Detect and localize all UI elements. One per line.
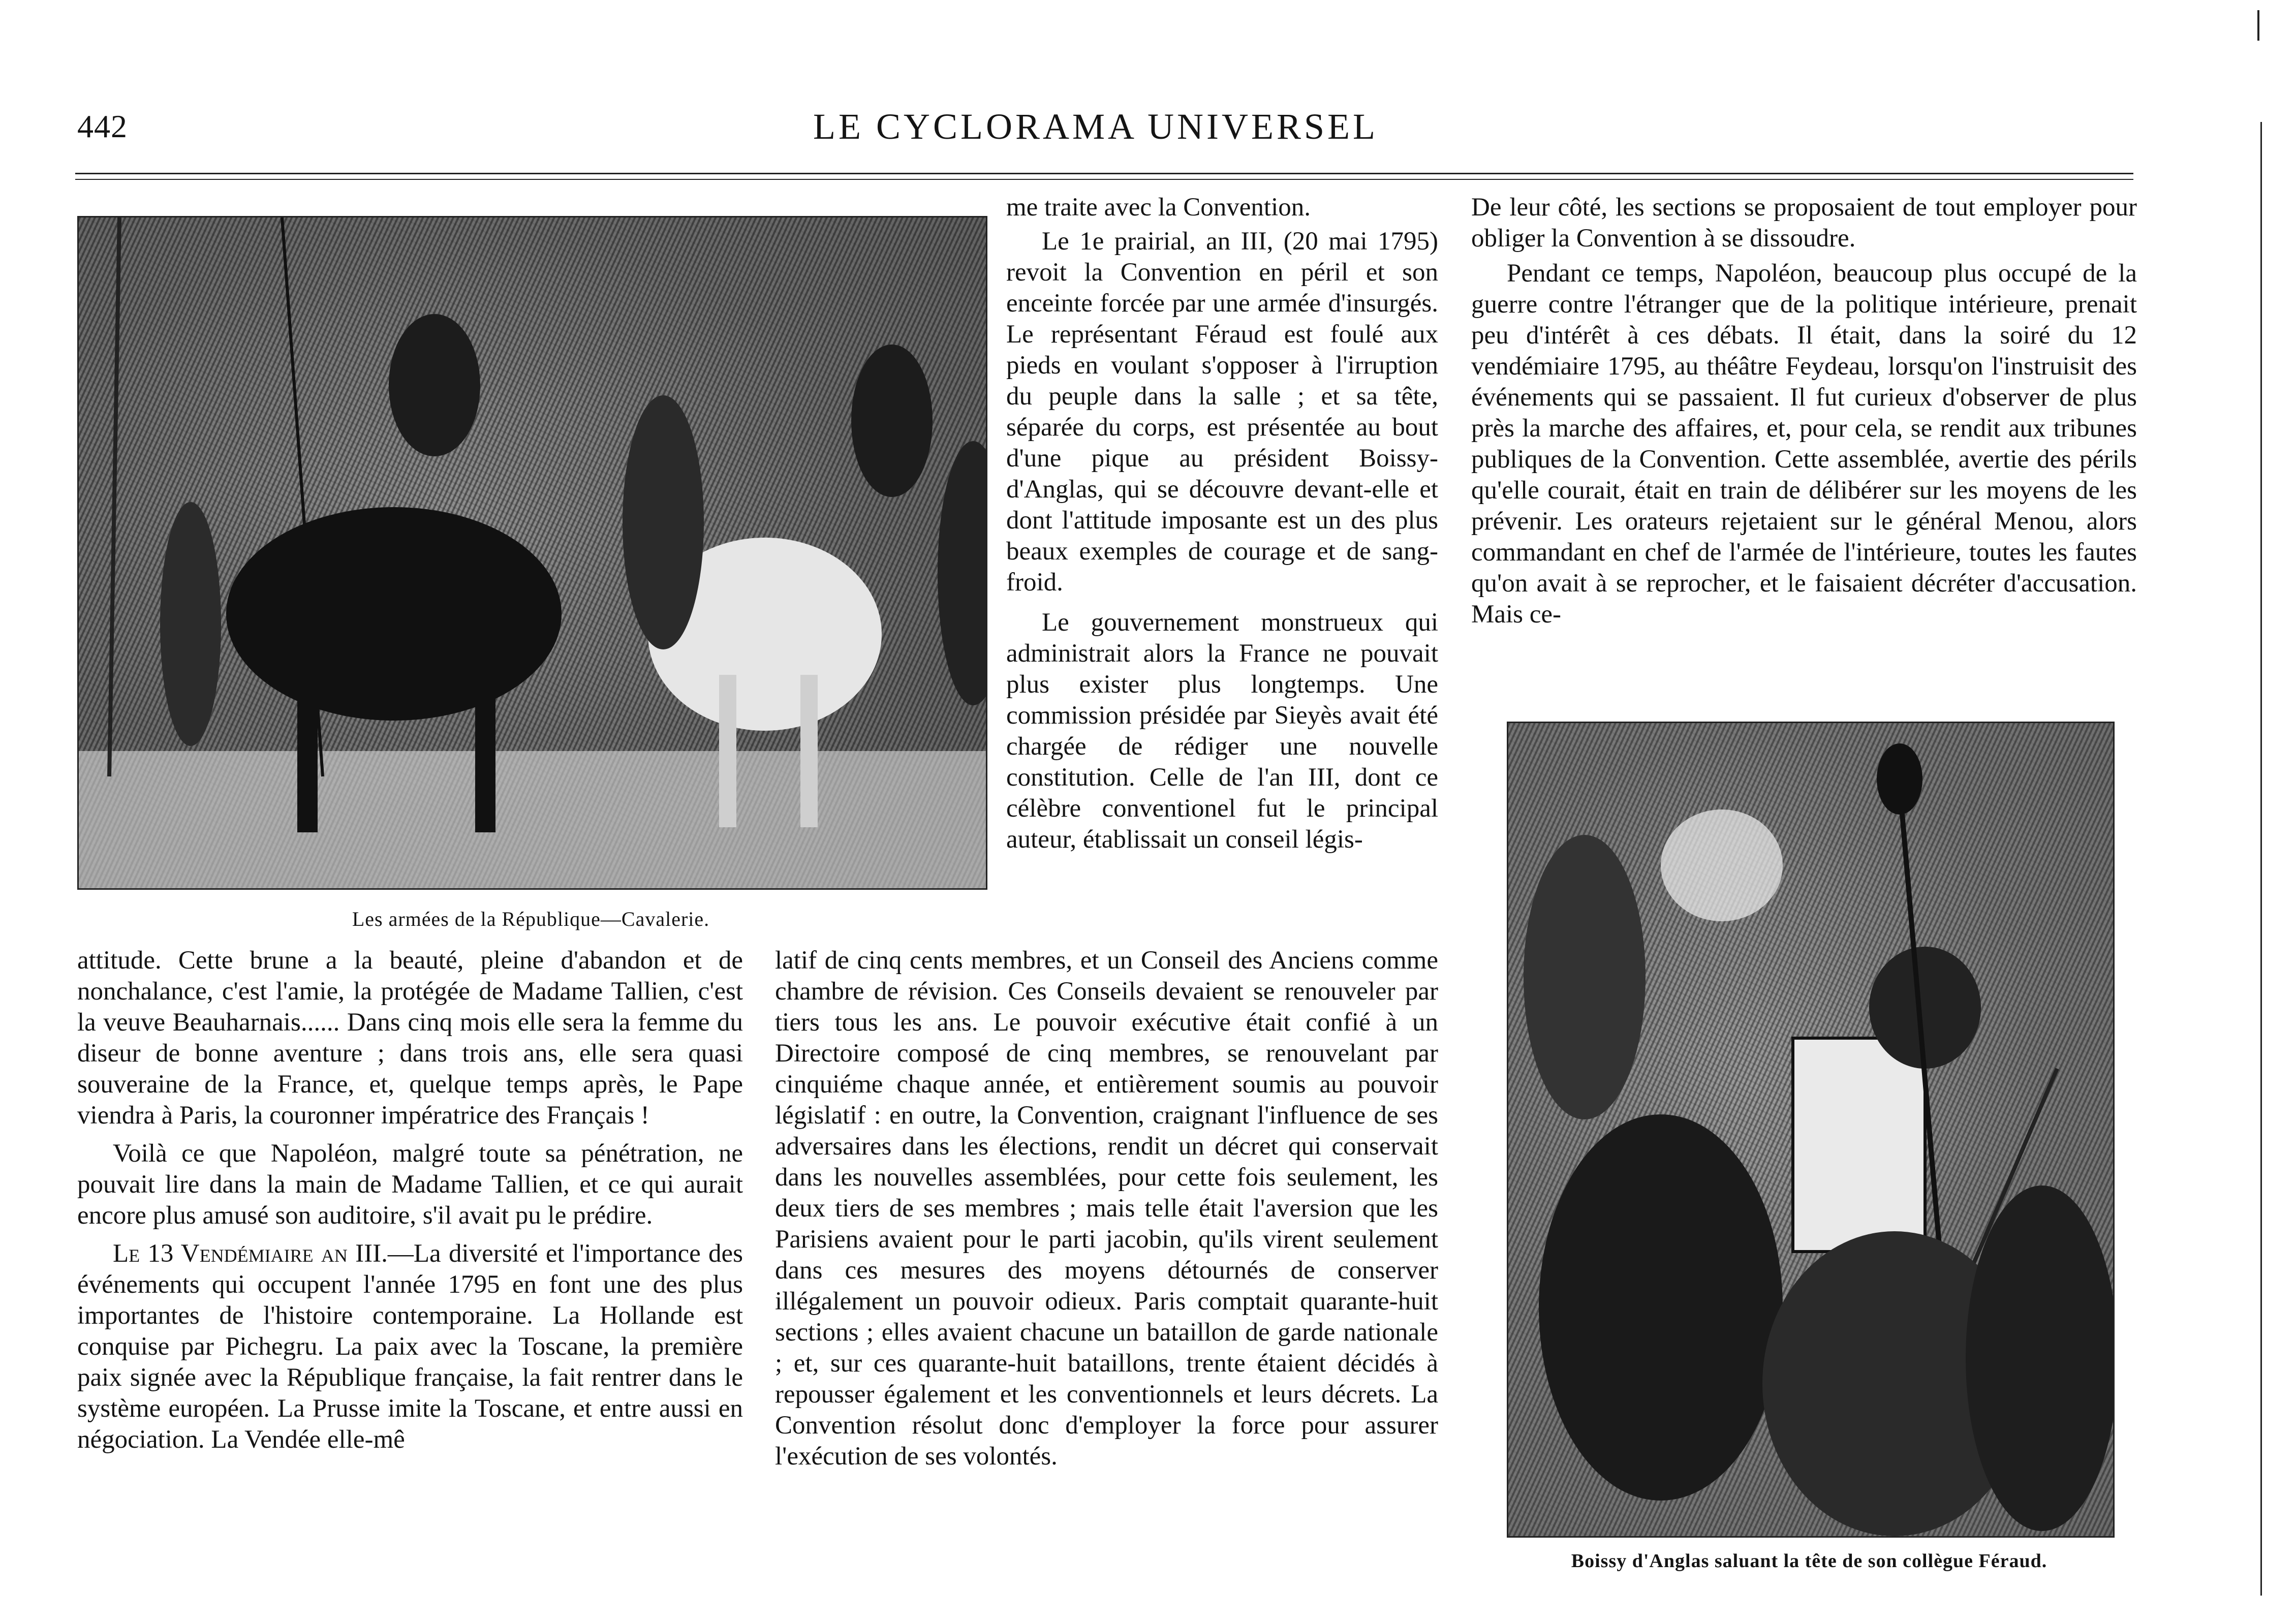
cavalry-caption: Les armées de la République—Cavalerie. bbox=[352, 908, 710, 930]
section-heading: Le 13 Vendémiaire an III. bbox=[113, 1239, 388, 1268]
cavalry-engraving bbox=[79, 217, 986, 888]
middle-paragraph-3-continued: latif de cinq cents membres, et un Conseil des Anciens comme chambre de révision. Ces Conseils devaient se renouveler par tiers tous les ans. Le pouvoir exécutive était confié à un Directoire composé de cinq membres, se renouvelant par cinquiéme chaque année, et entièrement soumis au pouvoir législatif : en outre, la Convention, craignant l'influence de ses adversaires dans les élections, rendit un décret qui conservait dans les nouvelles assemblées, pour cette fois seulement, les deux tiers de ses membres ; mais telle était l'aversion que les Parisiens avaient pour le parti jacobin, qu'ils virent seulement dans ces mesures des moyens détournés de conserver illégalement un pouvoir odieux. Paris comptait quarante-huit sections ; elles avaient chacune un bataillon de garde nationale ; et, sur ces quarante-huit bataillons, trente étaient décidés à repousser également et les conventionnels et leurs décrets. La Convention résolut donc d'employer la force pour assurer l'exécution de ses volontés. bbox=[775, 946, 1438, 1471]
right-paragraph-2: Pendant ce temps, Napoléon, beaucoup plus occupé de la guerre contre l'étranger que de la politique intérieure, prenait peu d'intérêt à ces débats. Il était, dans la soiré du 12 vendémiaire 1795, au théâtre Feydeau, lorsqu'on l'instruisit des événements qui se passaient. Il fut curieux d'observer de plus près la marche des affaires, et, pour cela, se rendit aux tribunes publiques de la Convention. Cette assemblée, avertie des périls qu'elle courait, était en train de délibérer sur les moyens de les prévenir. Les orateurs rejetaient sur le général Menou, alors commandant en chef de l'armée de l'intérieure, toutes les fautes qu'on avait à se reprocher, et le faisaient décréter d'accusation. Mais ce- bbox=[1471, 259, 2137, 629]
header-rule-thin bbox=[75, 179, 2133, 180]
boissy-caption: Boissy d'Anglas saluant la tête de son collègue Féraud. bbox=[1571, 1550, 2047, 1572]
middle-paragraph-2: Le 1e prairial, an III, (20 mai 1795) revoit la Convention en péril et son enceinte forcée par une armée d'insurgés. Le représentant Féraud est foulé aux pieds en voulant s'opposer à l'irruption du peuple dans la salle ; et sa tête, séparée du corps, est présentée au bout d'une pique au président Boissy-d'Anglas, qui se découvre devant-elle et dont l'attitude imposante est un des plus beaux exemples de courage et de sang-froid. bbox=[1006, 227, 1438, 597]
middle-column-top bbox=[1006, 192, 1438, 855]
running-title: LE CYCLORAMA UNIVERSEL bbox=[813, 106, 1379, 147]
right-paragraph-1: De leur côté, les sections se proposaient de tout employer pour obliger la Convention à se dissoudre. bbox=[1471, 193, 2137, 253]
header-rule bbox=[75, 173, 2133, 174]
left-paragraph-3 bbox=[77, 1238, 743, 1455]
scan-edge-line bbox=[2257, 10, 2259, 41]
scan-edge-line-lower bbox=[2260, 122, 2262, 1596]
left-paragraph-1: attitude. Cette brune a la beauté, pleine d'abandon et de nonchalance, c'est l'amie, la protégée de Madame Tallien, c'est la veuve Beauharnais...... Dans cinq mois elle sera la femme du diseur de bonne aventure ; dans trois ans, elle sera quasi souveraine de la France, et, quelque temps après, le Pape viendra à Paris, la couronner impératrice des Français ! bbox=[77, 946, 743, 1130]
page-number: 442 bbox=[77, 108, 128, 144]
boissy-engraving bbox=[1508, 723, 2113, 1536]
cavalry-illustration bbox=[77, 216, 987, 890]
right-column bbox=[1471, 192, 2137, 630]
left-paragraph-2: Voilà ce que Napoléon, malgré toute sa pénétration, ne pouvait lire dans la main de Madame Tallien, et ce qui aurait encore plus amusé son auditoire, s'il avait pu le prédire. bbox=[77, 1139, 743, 1230]
left-column bbox=[77, 945, 743, 1455]
left-paragraph-3-body: —La diversité et l'importance des événements qui occupent l'année 1795 en font une des plus importantes de l'histoire contemporaine. La Hollande est conquise par Pichegru. La paix avec la Toscane, la première paix signée avec la République française, la fait rentrer dans le système européen. La Prusse imite la Toscane, et entre aussi en négociation. La Vendée elle-mê bbox=[77, 1239, 743, 1454]
middle-paragraph-1: me traite avec la Convention. bbox=[1006, 193, 1311, 222]
middle-paragraph-3: Le gouvernement monstrueux qui administrait alors la France ne pouvait plus exister plus longtemps. Une commission présidée par Sieyès avait été chargée de rédiger une nouvelle constitution. Celle de l'an III, dont ce célèbre conventionel fut le principal auteur, établissait un conseil légis- bbox=[1006, 608, 1438, 854]
middle-column-bottom bbox=[775, 945, 1438, 1472]
boissy-illustration bbox=[1507, 722, 2115, 1538]
